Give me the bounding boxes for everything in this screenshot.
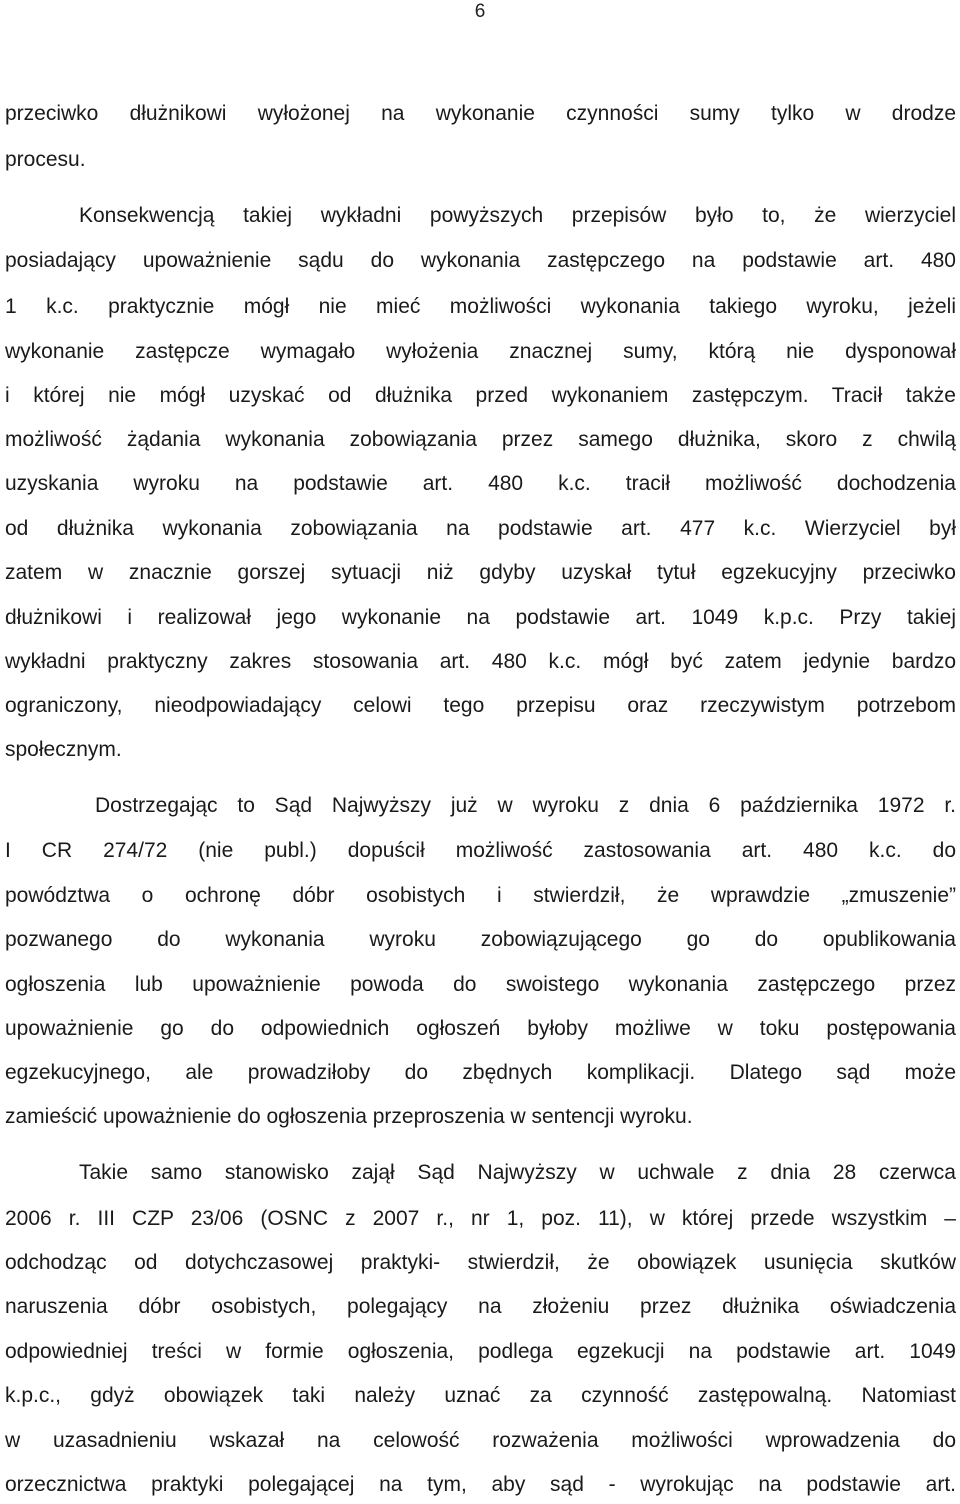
page-number: 6: [474, 1, 486, 22]
text-line: ograniczony, nieodpowiadający celowi tego przepisu oraz rzeczywistym potrzebom: [5, 694, 956, 717]
text-line: uzyskania wyroku na podstawie art. 480 k.c. tracił możliwość dochodzenia: [5, 472, 956, 495]
text-line: 2006 r. III CZP 23/06 (OSNC z 2007 r., nr 1, poz. 11), w której przede wszystkim –: [5, 1207, 956, 1230]
text-line: odchodząc od dotychczasowej praktyki- stwierdził, że obowiązek usunięcia skutków: [5, 1251, 956, 1274]
text-line: wykładni praktyczny zakres stosowania art. 480 k.c. mógł być zatem jedynie bardzo: [5, 650, 956, 673]
text-line: i której nie mógł uzyskać od dłużnika przed wykonaniem zastępczym. Tracił także: [5, 384, 956, 407]
text-line: pozwanego do wykonania wyroku zobowiązującego go do opublikowania: [5, 928, 956, 951]
text-line: I CR 274/72 (nie publ.) dopuścił możliwość zastosowania art. 480 k.c. do: [5, 839, 956, 862]
text-line: naruszenia dóbr osobistych, polegający na złożeniu przez dłużnika oświadczenia: [5, 1295, 956, 1318]
text-line: wykonanie zastępcze wymagało wyłożenia znacznej sumy, którą nie dysponował: [5, 340, 956, 363]
text-line: posiadający upoważnienie sądu do wykonania zastępczego na podstawie art. 480: [5, 249, 956, 272]
text-line: Konsekwencją takiej wykładni powyższych przepisów było to, że wierzyciel: [79, 204, 956, 227]
text-line: 1 k.c. praktycznie mógł nie mieć możliwości wykonania takiego wyroku, jeżeli: [5, 295, 956, 318]
text-line: możliwość żądania wykonania zobowiązania przez samego dłużnika, skoro z chwilą: [5, 428, 956, 451]
text-line: orzecznictwa praktyki polegającej na tym, aby sąd - wyrokując na podstawie art.: [5, 1473, 956, 1496]
text-line: k.p.c., gdyż obowiązek taki należy uznać za czynność zastępowalną. Natomiast: [5, 1384, 956, 1407]
text-line: odpowiedniej treści w formie ogłoszenia, podlega egzekucji na podstawie art. 1049: [5, 1340, 956, 1363]
text-line: przeciwko dłużnikowi wyłożonej na wykonanie czynności sumy tylko w drodze: [5, 102, 956, 125]
text-line: społecznym.: [5, 738, 122, 761]
text-line: Takie samo stanowisko zajął Sąd Najwyższy w uchwale z dnia 28 czerwca: [79, 1161, 956, 1184]
text-line: procesu.: [5, 148, 86, 171]
text-line: w uzasadnieniu wskazał na celowość rozważenia możliwości wprowadzenia do: [5, 1429, 956, 1452]
text-line: powództwa o ochronę dóbr osobistych i stwierdził, że wprawdzie „zmuszenie”: [5, 884, 956, 907]
text-line: upoważnienie go do odpowiednich ogłoszeń byłoby możliwe w toku postępowania: [5, 1017, 956, 1040]
text-line: Dostrzegając to Sąd Najwyższy już w wyroku z dnia 6 października 1972 r.: [95, 794, 956, 817]
text-line: ogłoszenia lub upoważnienie powoda do swoistego wykonania zastępczego przez: [5, 973, 956, 996]
text-line: egzekucyjnego, ale prowadziłoby do zbędnych komplikacji. Dlatego sąd może: [5, 1061, 956, 1084]
text-line: dłużnikowi i realizował jego wykonanie na podstawie art. 1049 k.p.c. Przy takiej: [5, 606, 956, 629]
text-line: od dłużnika wykonania zobowiązania na podstawie art. 477 k.c. Wierzyciel był: [5, 517, 956, 540]
text-line: zatem w znacznie gorszej sytuacji niż gdyby uzyskał tytuł egzekucyjny przeciwko: [5, 561, 956, 584]
text-line: zamieścić upoważnienie do ogłoszenia przeproszenia w sentencji wyroku.: [5, 1105, 693, 1128]
